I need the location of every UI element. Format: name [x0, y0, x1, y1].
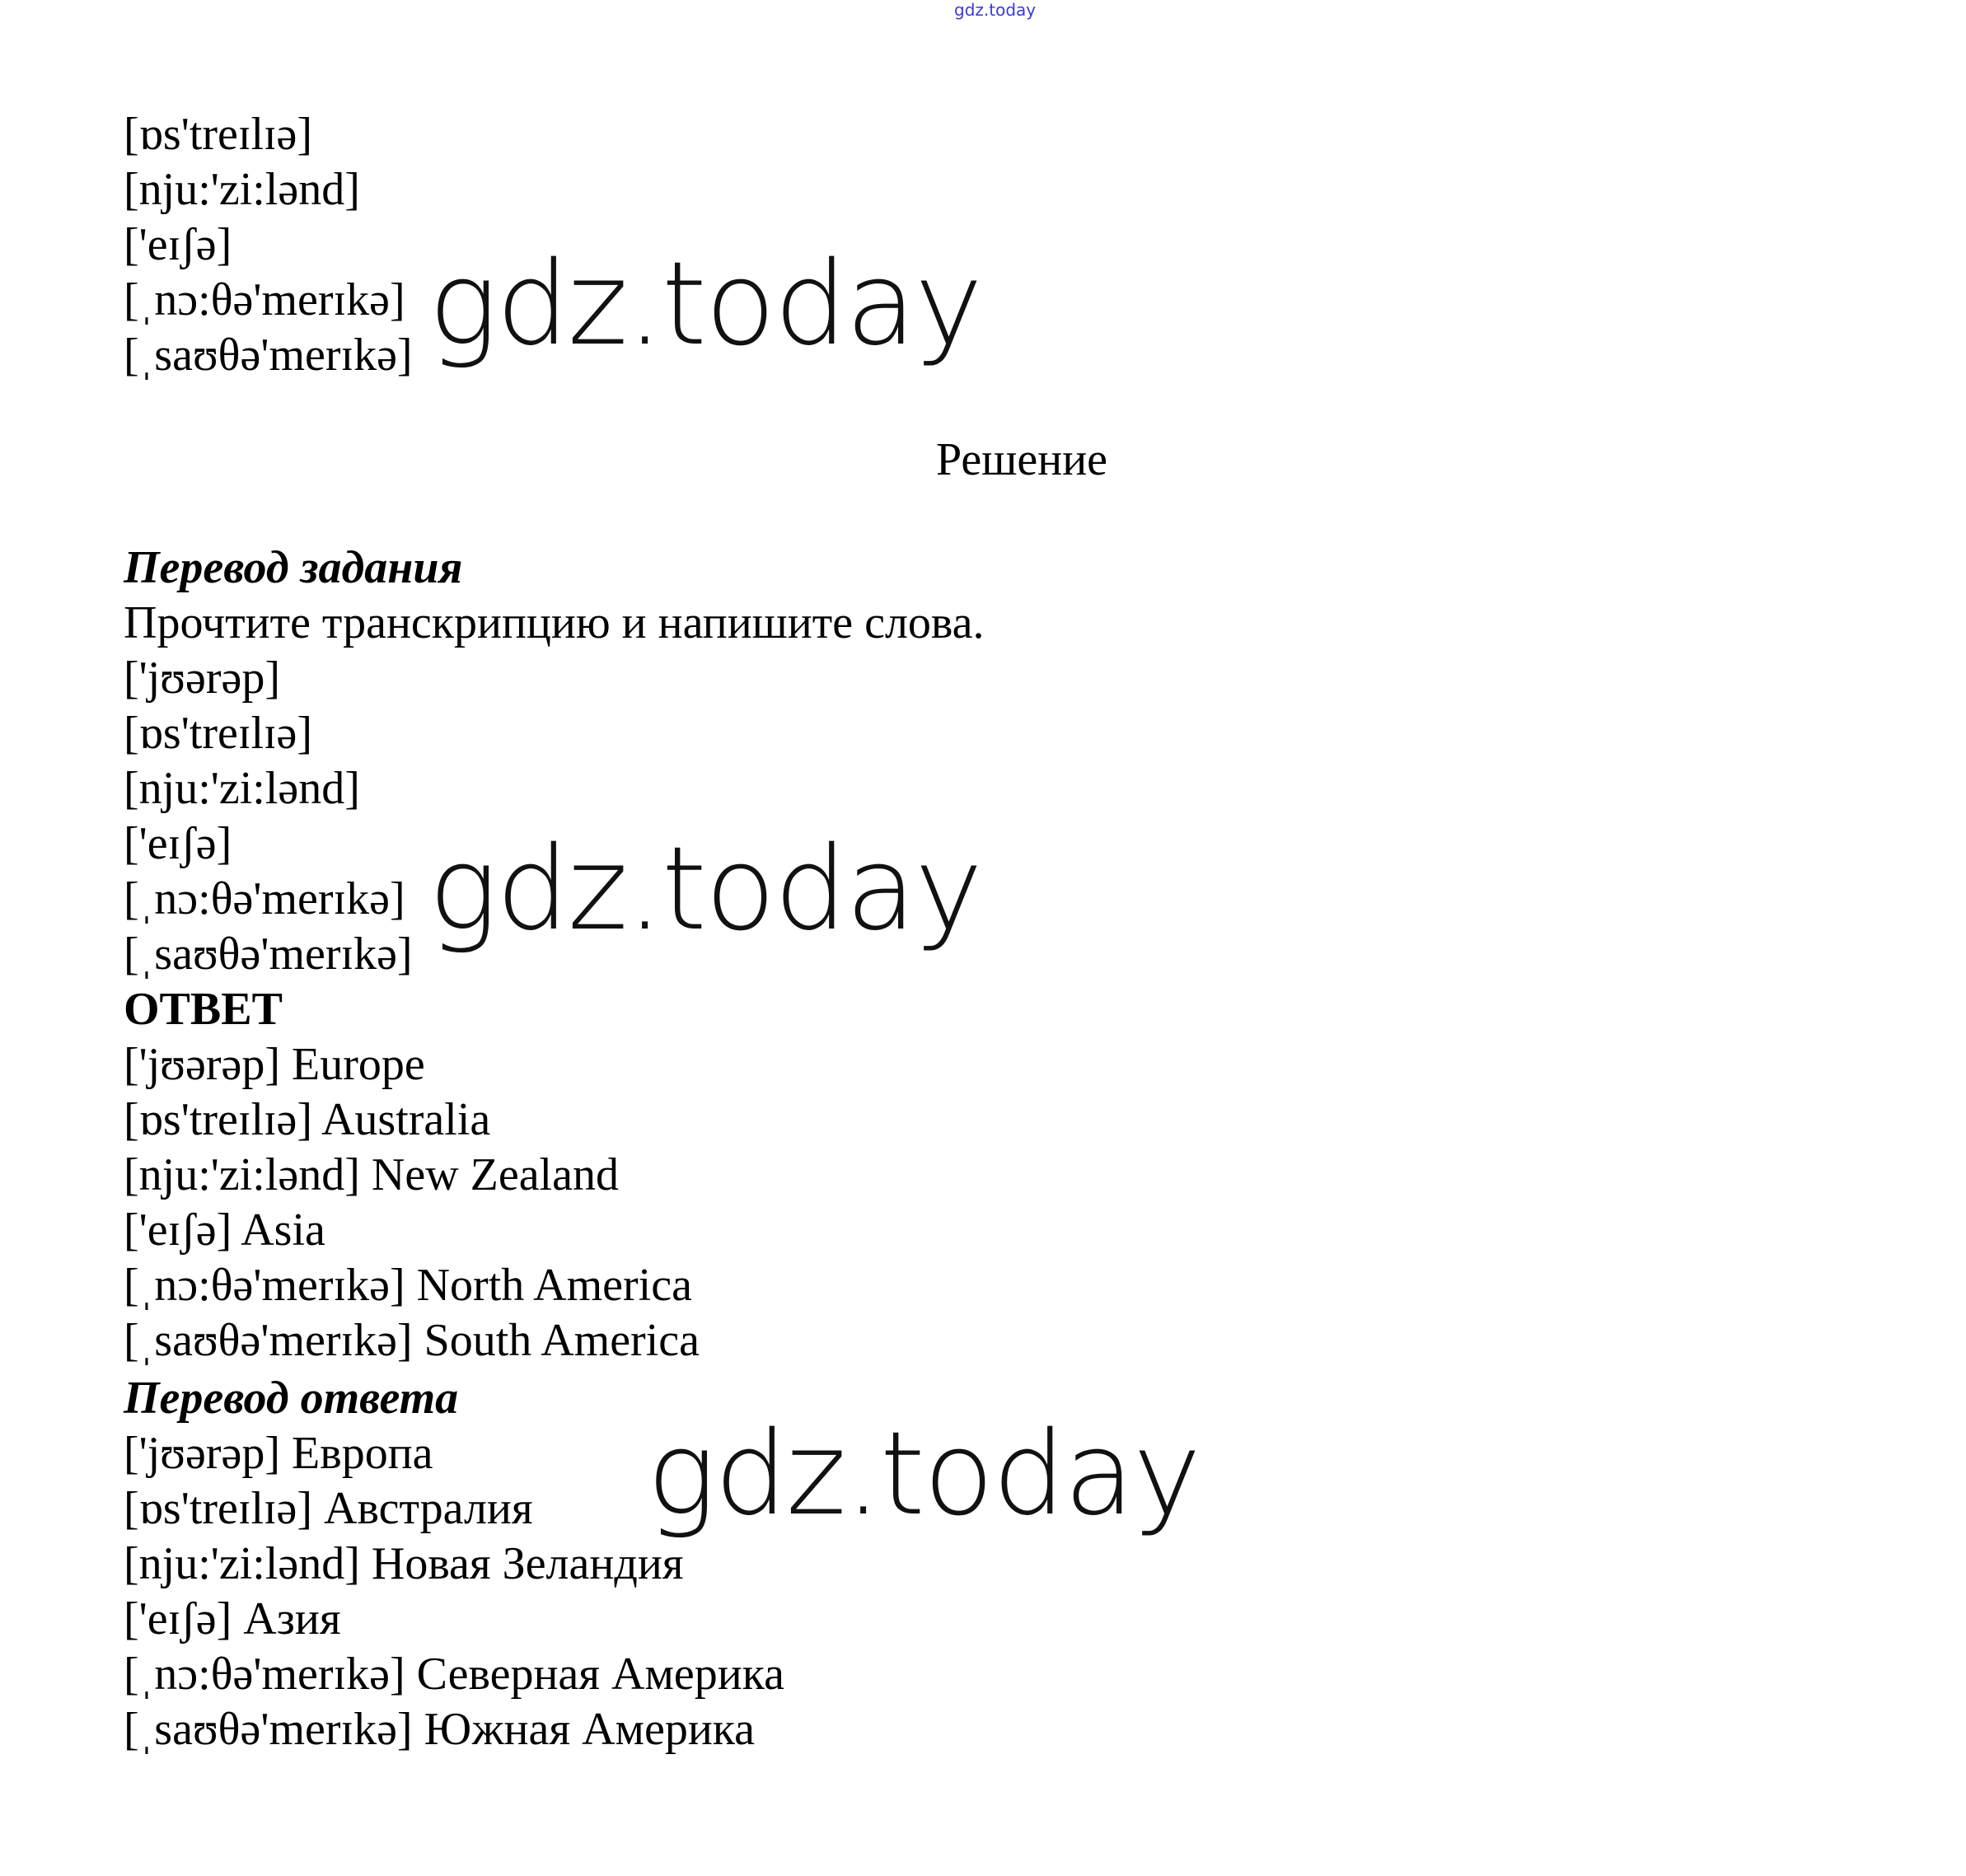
- watermark: gdz.today: [647, 1407, 1200, 1542]
- answer-translation-item: ['eɪʃə] Азия: [124, 1593, 341, 1644]
- task-item: [nju:'zi:lənd]: [124, 763, 360, 814]
- transcription-line: [ˌsaʊθə'merɪkə]: [124, 330, 413, 381]
- task-item: [ˌnɔ:θə'merɪkə]: [124, 873, 405, 924]
- answer-translation-item: [ˌsaʊθə'merɪkə] Южная Америка: [124, 1704, 756, 1755]
- answer-translation-item: [ɒs'treɪlɪə] Австралия: [124, 1483, 533, 1534]
- transcription-line: [ˌnɔ:θə'merɪkə]: [124, 274, 405, 325]
- answer-translation-item: ['jʊərəp] Европа: [124, 1428, 433, 1479]
- answer-translation-item: [ˌnɔ:θə'merɪkə] Северная Америка: [124, 1649, 784, 1700]
- task-item: ['eɪʃə]: [124, 818, 232, 869]
- answer-item: [ɒs'treɪlɪə] Australia: [124, 1094, 491, 1145]
- task-instruction: Прочтите транскрипцию и напишите слова.: [124, 597, 985, 648]
- answer-translation-heading: Перевод ответа: [124, 1373, 459, 1424]
- answer-item: [ˌnɔ:θə'merɪkə] North America: [124, 1260, 692, 1311]
- task-item: ['jʊərəp]: [124, 653, 281, 704]
- task-item: [ɒs'treɪlɪə]: [124, 708, 313, 759]
- watermark: gdz.today: [428, 237, 981, 372]
- answer-translation-item: [nju:'zi:lənd] Новая Зеландия: [124, 1538, 684, 1589]
- task-item: [ˌsaʊθə'merɪkə]: [124, 929, 413, 980]
- answer-item: ['eɪʃə] Asia: [124, 1205, 325, 1256]
- transcription-line: [ɒs'treɪlɪə]: [124, 109, 313, 160]
- answer-item: ['jʊərəp] Europe: [124, 1039, 425, 1090]
- transcription-line: ['eɪʃə]: [124, 219, 232, 270]
- answer-heading: ОТВЕТ: [124, 984, 283, 1035]
- answer-item: [nju:'zi:lənd] New Zealand: [124, 1149, 619, 1200]
- watermark-top: gdz.today: [954, 0, 1037, 20]
- solution-title: Решение: [935, 434, 1108, 485]
- watermark: gdz.today: [428, 822, 981, 957]
- task-translation-heading: Перевод задания: [124, 542, 463, 593]
- transcription-line: [nju:'zi:lənd]: [124, 164, 360, 215]
- answer-item: [ˌsaʊθə'merɪkə] South America: [124, 1315, 700, 1366]
